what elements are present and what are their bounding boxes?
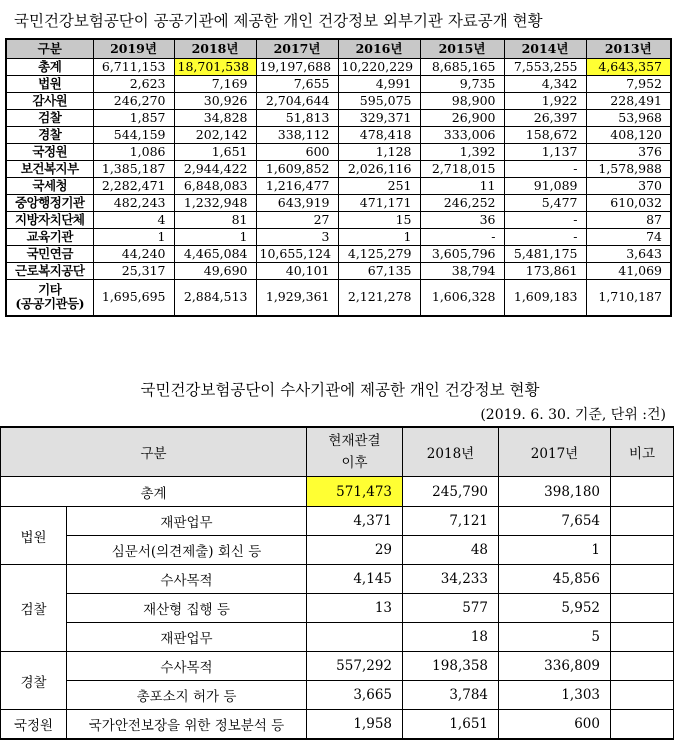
table1-cell: 81 bbox=[174, 212, 256, 229]
item-label: 심문서(의견제출) 회신 등 bbox=[67, 536, 307, 565]
header-2017: 2017년 bbox=[256, 39, 338, 59]
total-label: 총계 bbox=[1, 477, 307, 507]
table1-cell: 41,069 bbox=[586, 263, 671, 280]
table1-cell: 202,142 bbox=[174, 127, 256, 144]
table1-cell: 158,672 bbox=[504, 127, 586, 144]
table2-row bbox=[1, 507, 674, 536]
item-current: 1,958 bbox=[307, 710, 403, 739]
table1-cell: 4,991 bbox=[338, 76, 420, 93]
table1-cell: 67,135 bbox=[338, 263, 420, 280]
table1-cell: 333,006 bbox=[420, 127, 504, 144]
table1-cell: 8,685,165 bbox=[420, 59, 504, 76]
table2-row bbox=[1, 536, 674, 565]
table1-cell: 7,169 bbox=[174, 76, 256, 93]
header-2015: 2015년 bbox=[420, 39, 504, 59]
table1-cell: 4 bbox=[93, 212, 174, 229]
header-current: 현재관결 이후 bbox=[307, 427, 403, 477]
table1-cell: 49,690 bbox=[174, 263, 256, 280]
table1-row bbox=[6, 110, 671, 127]
table1-cell: 3,605,796 bbox=[420, 246, 504, 263]
group-label: 검찰 bbox=[1, 565, 67, 652]
table1-cell: 18,701,538 bbox=[174, 59, 256, 76]
table1-cell: 1,137 bbox=[504, 144, 586, 161]
table1-cell: 7,655 bbox=[256, 76, 338, 93]
table2-header-row bbox=[1, 427, 674, 477]
item-label: 재산형 집행 등 bbox=[67, 594, 307, 623]
row-label: 기타 (공공기관등) bbox=[6, 280, 93, 316]
table1-cell: 74 bbox=[586, 229, 671, 246]
item-note bbox=[611, 536, 674, 565]
table1-row bbox=[6, 59, 671, 76]
item-current: 557,292 bbox=[307, 652, 403, 681]
item-2018: 1,651 bbox=[403, 710, 499, 739]
group-label: 법원 bbox=[1, 507, 67, 565]
table1-cell: 26,397 bbox=[504, 110, 586, 127]
table1-cell: 1 bbox=[174, 229, 256, 246]
item-label: 국가안전보장을 위한 정보분석 등 bbox=[67, 710, 307, 739]
item-current: 29 bbox=[307, 536, 403, 565]
total-2018: 245,790 bbox=[403, 477, 499, 507]
table1-cell: 53,968 bbox=[586, 110, 671, 127]
table1-cell: 544,159 bbox=[93, 127, 174, 144]
table1-cell: 2,623 bbox=[93, 76, 174, 93]
item-current: 3,665 bbox=[307, 681, 403, 710]
row-label: 근로복지공단 bbox=[6, 263, 93, 280]
table1-cell: 2,944,422 bbox=[174, 161, 256, 178]
table1-cell: 610,032 bbox=[586, 195, 671, 212]
table1-title: 국민건강보험공단이 공공기관에 제공한 개인 건강정보 외부기관 자료공개 현황 bbox=[14, 12, 543, 30]
item-2017: 600 bbox=[499, 710, 611, 739]
table1-row bbox=[6, 93, 671, 110]
table1-cell: 1,606,328 bbox=[420, 280, 504, 316]
header-2017: 2017년 bbox=[499, 427, 611, 477]
item-current: 13 bbox=[307, 594, 403, 623]
table1-cell: 251 bbox=[338, 178, 420, 195]
group-label: 국정원 bbox=[1, 710, 67, 739]
item-2017: 1,303 bbox=[499, 681, 611, 710]
table2-title: 국민건강보험공단이 수사기관에 제공한 개인 건강정보 현황 bbox=[140, 381, 540, 399]
row-label: 감사원 bbox=[6, 93, 93, 110]
header-category: 구분 bbox=[6, 39, 93, 59]
table1-cell: 643,919 bbox=[256, 195, 338, 212]
header-note: 비고 bbox=[611, 427, 674, 477]
table1-cell: 2,282,471 bbox=[93, 178, 174, 195]
table1-cell: 1,385,187 bbox=[93, 161, 174, 178]
table1-cell: 1,695,695 bbox=[93, 280, 174, 316]
header-2013: 2013년 bbox=[586, 39, 671, 59]
table1-cell: 3 bbox=[256, 229, 338, 246]
table1-cell: 370 bbox=[586, 178, 671, 195]
row-label: 중앙행정기관 bbox=[6, 195, 93, 212]
item-note bbox=[611, 710, 674, 739]
row-label: 검찰 bbox=[6, 110, 93, 127]
header-2014: 2014년 bbox=[504, 39, 586, 59]
item-2018: 34,233 bbox=[403, 565, 499, 594]
table1-cell: 3,643 bbox=[586, 246, 671, 263]
item-2018: 577 bbox=[403, 594, 499, 623]
row-label: 법원 bbox=[6, 76, 93, 93]
item-2017: 5 bbox=[499, 623, 611, 652]
item-note bbox=[611, 565, 674, 594]
item-label: 재판업무 bbox=[67, 507, 307, 536]
row-label: 보건복지부 bbox=[6, 161, 93, 178]
row-label: 총계 bbox=[6, 59, 93, 76]
table1-cell: 7,553,255 bbox=[504, 59, 586, 76]
table2-row bbox=[1, 681, 674, 710]
table1-cell: 478,418 bbox=[338, 127, 420, 144]
table1-cell: 38,794 bbox=[420, 263, 504, 280]
table1-row bbox=[6, 212, 671, 229]
table1-row bbox=[6, 246, 671, 263]
table1-cell: 1,651 bbox=[174, 144, 256, 161]
item-current bbox=[307, 623, 403, 652]
item-2017: 7,654 bbox=[499, 507, 611, 536]
total-current: 571,473 bbox=[307, 477, 403, 507]
table1-row bbox=[6, 178, 671, 195]
item-note bbox=[611, 652, 674, 681]
table2-total-row bbox=[1, 477, 674, 507]
table1-cell: 2,026,116 bbox=[338, 161, 420, 178]
table1-row bbox=[6, 280, 671, 316]
table1-cell: 51,813 bbox=[256, 110, 338, 127]
table1-cell: 1 bbox=[93, 229, 174, 246]
table1-cell: 40,101 bbox=[256, 263, 338, 280]
item-2017: 336,809 bbox=[499, 652, 611, 681]
table1-cell: 471,171 bbox=[338, 195, 420, 212]
table1-cell: 1,216,477 bbox=[256, 178, 338, 195]
table1-cell: 1,857 bbox=[93, 110, 174, 127]
table1-cell: 87 bbox=[586, 212, 671, 229]
table1-cell: 9,735 bbox=[420, 76, 504, 93]
item-2017: 1 bbox=[499, 536, 611, 565]
item-2018: 198,358 bbox=[403, 652, 499, 681]
header-category: 구분 bbox=[1, 427, 307, 477]
table1-cell: 6,711,153 bbox=[93, 59, 174, 76]
table1-cell: 98,900 bbox=[420, 93, 504, 110]
item-label: 수사목적 bbox=[67, 652, 307, 681]
row-label: 국정원 bbox=[6, 144, 93, 161]
table1-provision-by-year bbox=[5, 38, 672, 317]
item-current: 4,371 bbox=[307, 507, 403, 536]
table1-cell: 408,120 bbox=[586, 127, 671, 144]
item-note bbox=[611, 507, 674, 536]
item-2018: 18 bbox=[403, 623, 499, 652]
table1-cell: 600 bbox=[256, 144, 338, 161]
table1-header-row bbox=[6, 39, 671, 59]
table2-investigative-agencies bbox=[0, 426, 674, 740]
table1-cell: 10,220,229 bbox=[338, 59, 420, 76]
table1-cell: 4,125,279 bbox=[338, 246, 420, 263]
item-label: 재판업무 bbox=[67, 623, 307, 652]
table1-cell: - bbox=[504, 212, 586, 229]
table1-cell: 1,609,183 bbox=[504, 280, 586, 316]
header-2019: 2019년 bbox=[93, 39, 174, 59]
total-note bbox=[611, 477, 674, 507]
table2-unit-note: (2019. 6. 30. 기준, 단위 :건) bbox=[480, 407, 666, 423]
table1-cell: 595,075 bbox=[338, 93, 420, 110]
table1-cell: 1,128 bbox=[338, 144, 420, 161]
item-note bbox=[611, 681, 674, 710]
table1-cell: 10,655,124 bbox=[256, 246, 338, 263]
table1-cell: 44,240 bbox=[93, 246, 174, 263]
table1-row bbox=[6, 161, 671, 178]
row-label: 국민연금 bbox=[6, 246, 93, 263]
table1-cell: 338,112 bbox=[256, 127, 338, 144]
item-note bbox=[611, 623, 674, 652]
table1-row bbox=[6, 127, 671, 144]
table1-cell: 1,922 bbox=[504, 93, 586, 110]
table1-cell: 173,861 bbox=[504, 263, 586, 280]
row-label: 교육기관 bbox=[6, 229, 93, 246]
table1-cell: 25,317 bbox=[93, 263, 174, 280]
table1-cell: 91,089 bbox=[504, 178, 586, 195]
table1-cell: 4,643,357 bbox=[586, 59, 671, 76]
group-label: 경찰 bbox=[1, 652, 67, 710]
item-current: 4,145 bbox=[307, 565, 403, 594]
table1-cell: 1 bbox=[338, 229, 420, 246]
table1-cell: 6,848,083 bbox=[174, 178, 256, 195]
table1-row bbox=[6, 229, 671, 246]
table1-cell: 7,952 bbox=[586, 76, 671, 93]
table1-cell: 4,465,084 bbox=[174, 246, 256, 263]
table1-cell: - bbox=[504, 161, 586, 178]
table2-row bbox=[1, 710, 674, 739]
table1-cell: 1,392 bbox=[420, 144, 504, 161]
table1-cell: 5,477 bbox=[504, 195, 586, 212]
table1-cell: 2,704,644 bbox=[256, 93, 338, 110]
table1-row bbox=[6, 263, 671, 280]
table1-cell: 19,197,688 bbox=[256, 59, 338, 76]
row-label: 국세청 bbox=[6, 178, 93, 195]
table1-cell: 246,252 bbox=[420, 195, 504, 212]
table1-cell: - bbox=[420, 229, 504, 246]
table1-cell: 482,243 bbox=[93, 195, 174, 212]
table1-cell: 329,371 bbox=[338, 110, 420, 127]
item-2018: 48 bbox=[403, 536, 499, 565]
table1-cell: 5,481,175 bbox=[504, 246, 586, 263]
table1-cell: 1,929,361 bbox=[256, 280, 338, 316]
row-label: 지방자치단체 bbox=[6, 212, 93, 229]
item-2017: 5,952 bbox=[499, 594, 611, 623]
table1-row bbox=[6, 144, 671, 161]
table1-cell: 34,828 bbox=[174, 110, 256, 127]
header-2016: 2016년 bbox=[338, 39, 420, 59]
table1-cell: 26,900 bbox=[420, 110, 504, 127]
table1-cell: 30,926 bbox=[174, 93, 256, 110]
table1-cell: 376 bbox=[586, 144, 671, 161]
row-label: 경찰 bbox=[6, 127, 93, 144]
table1-cell: 11 bbox=[420, 178, 504, 195]
table1-row bbox=[6, 195, 671, 212]
item-note bbox=[611, 594, 674, 623]
table1-cell: 1,232,948 bbox=[174, 195, 256, 212]
item-label: 수사목적 bbox=[67, 565, 307, 594]
total-2017: 398,180 bbox=[499, 477, 611, 507]
item-2017: 45,856 bbox=[499, 565, 611, 594]
table1-cell: 2,121,278 bbox=[338, 280, 420, 316]
table1-cell: 1,710,187 bbox=[586, 280, 671, 316]
header-2018: 2018년 bbox=[174, 39, 256, 59]
table1-cell: 15 bbox=[338, 212, 420, 229]
table1-cell: 2,884,513 bbox=[174, 280, 256, 316]
table1-cell: 1,578,988 bbox=[586, 161, 671, 178]
header-2018: 2018년 bbox=[403, 427, 499, 477]
table1-cell: 36 bbox=[420, 212, 504, 229]
table1-cell: 1,609,852 bbox=[256, 161, 338, 178]
table1-cell: - bbox=[504, 229, 586, 246]
table2-row bbox=[1, 594, 674, 623]
table1-row bbox=[6, 76, 671, 93]
item-2018: 7,121 bbox=[403, 507, 499, 536]
table1-cell: 228,491 bbox=[586, 93, 671, 110]
item-label: 총포소지 허가 등 bbox=[67, 681, 307, 710]
table2-row bbox=[1, 623, 674, 652]
table2-row bbox=[1, 652, 674, 681]
table1-cell: 246,270 bbox=[93, 93, 174, 110]
table1-cell: 2,718,015 bbox=[420, 161, 504, 178]
table1-cell: 27 bbox=[256, 212, 338, 229]
table1-cell: 1,086 bbox=[93, 144, 174, 161]
table1-cell: 4,342 bbox=[504, 76, 586, 93]
item-2018: 3,784 bbox=[403, 681, 499, 710]
table2-row bbox=[1, 565, 674, 594]
